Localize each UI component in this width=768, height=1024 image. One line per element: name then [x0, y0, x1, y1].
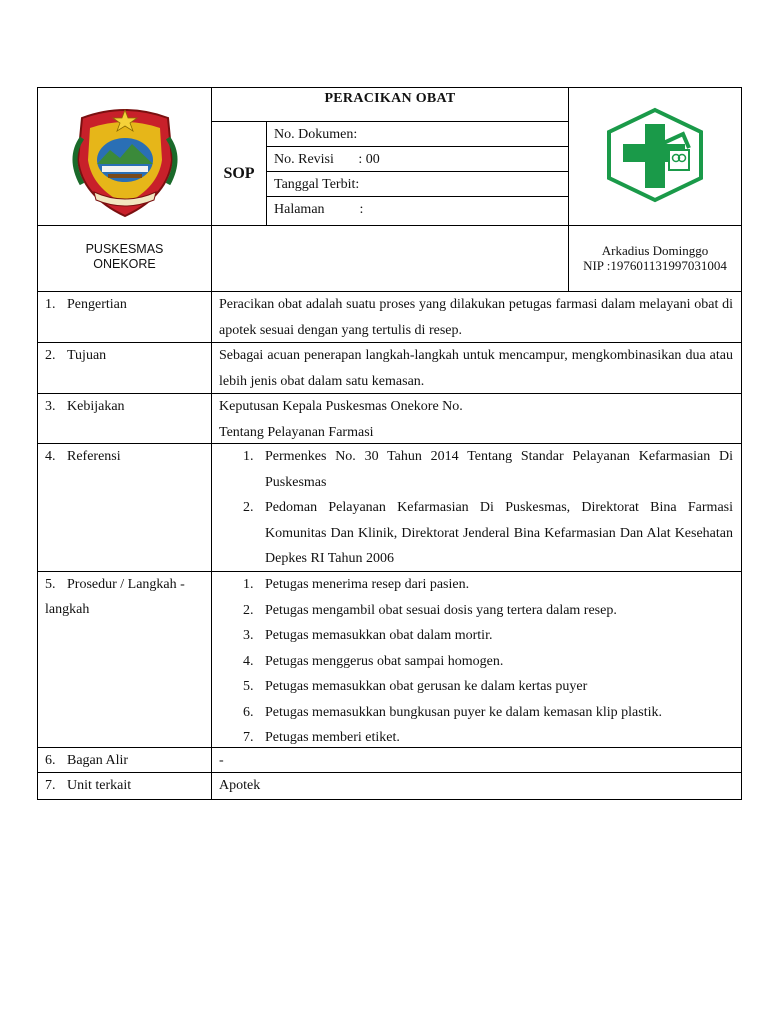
puskesmas-name	[38, 226, 212, 291]
section-unit-terkait	[38, 773, 741, 799]
section-text: Peracikan obat adalah suatu proses yang dilakukan petugas farmasi dalam melayani obat di apotek sesuai dengan yang tertulis di resep.	[219, 297, 733, 338]
sop-header-table	[37, 87, 742, 226]
section-text: Apotek	[219, 778, 261, 793]
list-item: 1. Petugas menerima resep dari pasien.	[243, 577, 470, 592]
section-kebijakan	[38, 394, 741, 444]
identity-row	[37, 226, 742, 292]
section-number: 2.	[45, 348, 56, 363]
section-text: Sebagai acuan penerapan langkah-langkah untuk mencampur, mengkombinasikan dua atau lebih jenis obat dalam satu kemasan.	[219, 348, 733, 389]
sop-body-table	[37, 292, 742, 800]
kebijakan-line-2: Tentang Pelayanan Farmasi	[219, 424, 374, 440]
list-item: 5. Petugas memasukkan obat gerusan ke dalam kertas puyer	[243, 679, 588, 694]
list-item: 2. Petugas mengambil obat sesuai dosis yang tertera dalam resep.	[243, 602, 617, 618]
kebijakan-line-1: Keputusan Kepala Puskesmas Onekore No.	[219, 399, 463, 414]
header-middle	[212, 88, 568, 225]
section-title: Prosedur / Langkah - langkah	[45, 577, 185, 617]
section-label	[38, 394, 212, 443]
section-text	[212, 394, 741, 443]
document-title: PERACIKAN OBAT	[212, 88, 568, 122]
section-label	[38, 343, 212, 393]
section-prosedur	[38, 572, 741, 748]
signatory-nip: NIP :197601131997031004	[583, 258, 727, 273]
section-title: Kebijakan	[67, 399, 125, 414]
list-item: 3. Petugas memasukkan obat dalam mortir.	[243, 628, 493, 643]
section-number: 3.	[45, 399, 56, 414]
sop-label: SOP	[212, 122, 267, 225]
puskesmas-name-line2: ONEKORE	[93, 257, 156, 271]
puskesmas-logo-icon	[569, 88, 742, 225]
section-list	[212, 444, 741, 571]
list-item: 2. Pedoman Pelayanan Kefarmasian Di Puskesmas, Direktorat Bina Farmasi Komunitas Dan Klinik, Direktorat Jenderal Bina Kefarmasian Dan Alat Kesehatan Depkes RI Tahun 2006	[243, 500, 733, 566]
list-item: 7. Petugas memberi etiket.	[243, 730, 400, 745]
list-item: 6. Petugas memasukkan bungkusan puyer ke dalam kemasan klip plastik.	[243, 704, 662, 720]
signature-area	[212, 226, 568, 291]
list-item: 4. Petugas menggerus obat sampai homogen.	[243, 653, 504, 669]
section-title: Unit terkait	[67, 778, 132, 793]
section-label	[38, 572, 212, 747]
meta-no-revisi: No. Revisi : 00	[267, 147, 568, 172]
section-label	[38, 444, 212, 571]
signatory-name: Arkadius Dominggo	[601, 243, 709, 258]
section-label	[38, 773, 212, 799]
section-number: 7.	[45, 778, 56, 793]
section-bagan-alir	[38, 748, 741, 773]
section-referensi	[38, 444, 741, 572]
section-number: 4.	[45, 449, 56, 464]
prosedur-list	[219, 572, 733, 751]
section-title: Referensi	[67, 449, 121, 464]
section-number: 5.	[45, 577, 56, 592]
regional-emblem-icon	[38, 88, 212, 225]
meta-no-dokumen: No. Dokumen:	[267, 122, 568, 147]
section-pengertian	[38, 292, 741, 343]
section-label	[38, 748, 212, 772]
referensi-list	[219, 444, 733, 572]
list-item: 1. Permenkes No. 30 Tahun 2014 Tentang Standar Pelayanan Kefarmasian Di Puskesmas	[243, 449, 733, 490]
section-title: Pengertian	[67, 297, 127, 312]
puskesmas-logo-cell	[568, 88, 741, 225]
section-label	[38, 292, 212, 342]
signatory	[568, 226, 741, 291]
section-number: 1.	[45, 297, 56, 312]
meta-halaman: Halaman :	[274, 202, 364, 217]
section-tujuan	[38, 343, 741, 394]
section-list	[212, 572, 741, 747]
section-number: 6.	[45, 753, 56, 768]
regional-emblem-cell	[38, 88, 212, 225]
section-text: -	[219, 753, 224, 768]
meta-tanggal-terbit: Tanggal Terbit:	[267, 172, 568, 197]
puskesmas-name-line1: PUSKESMAS	[85, 242, 164, 256]
section-title: Tujuan	[67, 348, 107, 363]
section-title: Bagan Alir	[67, 753, 129, 768]
